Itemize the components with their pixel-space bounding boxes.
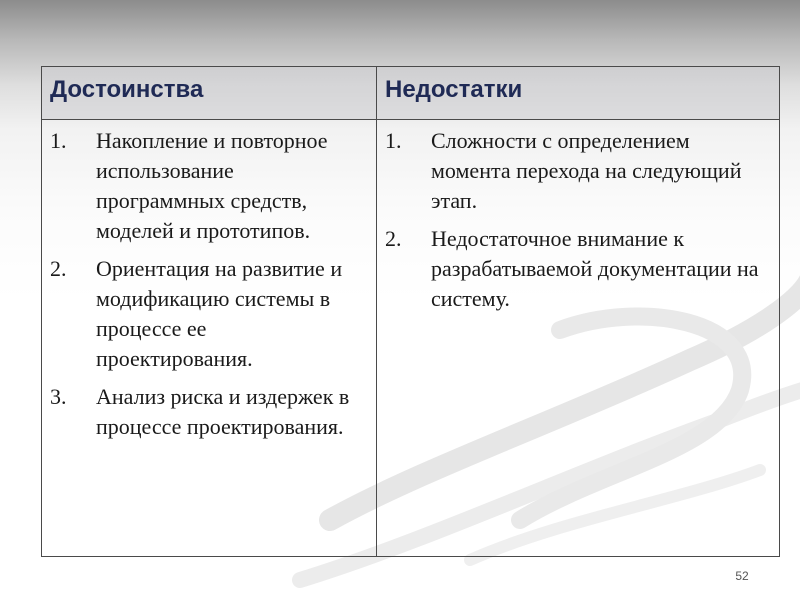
item-text: Недостаточное внимание к разрабатываемой документации на систему.	[431, 226, 759, 311]
content-row	[42, 120, 780, 557]
advantages-list	[50, 126, 368, 442]
item-number: 2.	[385, 226, 402, 251]
list-item	[50, 126, 368, 246]
page-number: 52	[735, 569, 749, 583]
header-disadvantages: Недостатки	[377, 67, 780, 120]
item-number: 2.	[50, 256, 67, 281]
header-advantages: Достоинства	[42, 67, 377, 120]
item-text: Сложности с определением момента перехода на следующий этап.	[431, 128, 742, 213]
header-row	[42, 67, 780, 120]
disadvantages-cell	[377, 120, 780, 557]
item-text: Накопление и повторное использование программных средств, моделей и прототипов.	[96, 128, 328, 243]
list-item	[385, 224, 771, 314]
item-number: 1.	[50, 128, 67, 153]
item-text: Анализ риска и издержек в процессе проектирования.	[96, 384, 350, 439]
item-number: 3.	[50, 384, 67, 409]
list-item	[385, 126, 771, 216]
disadvantages-list	[385, 126, 771, 314]
item-text: Ориентация на развитие и модификацию системы в процессе ее проектирования.	[96, 256, 343, 371]
comparison-table	[41, 66, 780, 557]
item-number: 1.	[385, 128, 402, 153]
advantages-cell	[42, 120, 377, 557]
list-item	[50, 382, 368, 442]
list-item	[50, 254, 368, 374]
